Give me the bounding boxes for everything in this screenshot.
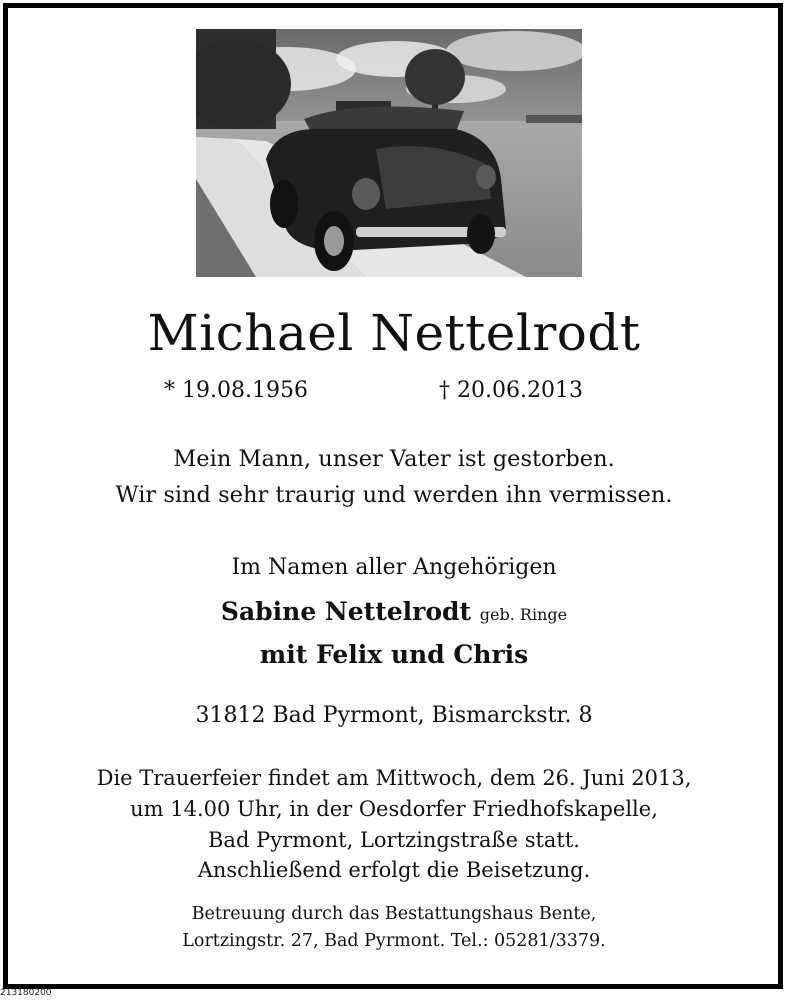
mourner-children: mit Felix und Chris bbox=[259, 640, 529, 669]
funeral-line: Die Trauerfeier findet am Mittwoch, dem 26. Juni 2013, bbox=[96, 766, 692, 790]
reference-code: 213180200 bbox=[0, 988, 52, 998]
message-line: Wir sind sehr traurig und werden ihn vermissen. bbox=[115, 482, 673, 508]
funeral-line: Anschließend erfolgt die Beisetzung. bbox=[197, 858, 591, 882]
mourners-intro: Im Namen aller Angehörigen bbox=[231, 555, 557, 580]
birth-date: * 19.08.1956 bbox=[164, 378, 308, 403]
funeral-line: um 14.00 Uhr, in der Oesdorfer Friedhofskapelle, bbox=[130, 797, 658, 821]
undertaker-line: Lortzingstr. 27, Bad Pyrmont. Tel.: 05281/3379. bbox=[182, 931, 606, 951]
family-address: 31812 Bad Pyrmont, Bismarckstr. 8 bbox=[195, 703, 593, 728]
death-date: † 20.06.2013 bbox=[439, 378, 583, 403]
mourner-widow bbox=[0, 592, 788, 635]
undertaker-line: Betreuung durch das Bestattungshaus Bente, bbox=[191, 904, 597, 924]
deceased-name: Michael Nettelrodt bbox=[147, 304, 641, 362]
maiden-name: geb. Ringe bbox=[479, 605, 568, 624]
widow-name: Sabine Nettelrodt bbox=[220, 597, 472, 626]
message-line: Mein Mann, unser Vater ist gestorben. bbox=[173, 446, 615, 472]
funeral-line: Bad Pyrmont, Lortzingstraße statt. bbox=[208, 828, 580, 852]
notice-photo bbox=[196, 29, 582, 277]
